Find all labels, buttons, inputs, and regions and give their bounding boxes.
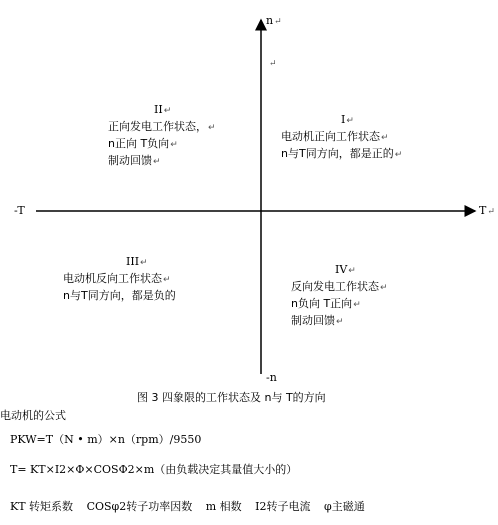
axis-label-t: T↵: [479, 204, 495, 217]
axis-label-neg-n: -n: [266, 371, 277, 384]
quadrant-2-text: II↵ 正向发电工作状态，↵ n正向 T负向↵ 制动回馈↵: [108, 103, 216, 167]
quadrant-1-line-1: 电动机正向工作状态: [281, 130, 380, 143]
quadrant-4-line-2: n负向 T正向: [291, 297, 353, 310]
legend-m: m 相数: [205, 500, 242, 513]
quadrant-4-text: IV↵ 反向发电工作状态↵ n负向 T正向↵ 制动回馈↵: [291, 263, 388, 327]
quadrant-4-line-3: 制动回馈: [291, 314, 335, 327]
quadrant-1-text: I↵ 电动机正向工作状态↵ n与T同方向，都是正的↵: [281, 113, 403, 160]
legend-phi: φ主磁通: [324, 500, 365, 513]
quadrant-2-numeral: II: [154, 103, 163, 116]
quadrant-4-numeral: IV: [335, 263, 348, 276]
axis-label-n: n↵: [266, 14, 282, 27]
symbol-legend: [10, 498, 375, 514]
legend-cos: COSφ2转子功率因数: [86, 500, 193, 513]
legend-kt: KT 转矩系数: [10, 500, 74, 513]
quadrant-3-text: III↵ 电动机反向工作状态↵ n与T同方向，都是负的: [63, 255, 176, 302]
axis-label-neg-t: -T: [14, 204, 25, 217]
quadrant-3-line-1: 电动机反向工作状态: [63, 272, 162, 285]
quadrant-1-numeral: I: [341, 113, 346, 126]
quadrant-3-line-2: n与T同方向，都是负的: [63, 289, 176, 302]
quadrant-4-line-1: 反向发电工作状态: [291, 280, 379, 293]
quadrant-3-numeral: III: [126, 255, 140, 268]
axis-mark-small: ↵: [269, 59, 277, 69]
formula-title: 电动机的公式: [0, 409, 66, 422]
quadrant-1-line-2: n与T同方向，都是正的: [281, 147, 394, 160]
quadrant-2-line-3: 制动回馈: [108, 154, 152, 167]
formula-power: PKW=T（N • m）×n（rpm）/9550: [10, 433, 202, 446]
quadrant-2-line-1: 正向发电工作状态，: [108, 120, 207, 133]
quadrant-2-line-2: n正向 T负向: [108, 137, 170, 150]
legend-i2: I2转子电流: [255, 500, 311, 513]
formula-torque: T= KT×I2×Φ×COSΦ2×m（由负载决定其量值大小的）: [10, 463, 298, 476]
figure-caption: 图 3 四象限的工作状态及 n与 T的方向: [137, 391, 326, 404]
